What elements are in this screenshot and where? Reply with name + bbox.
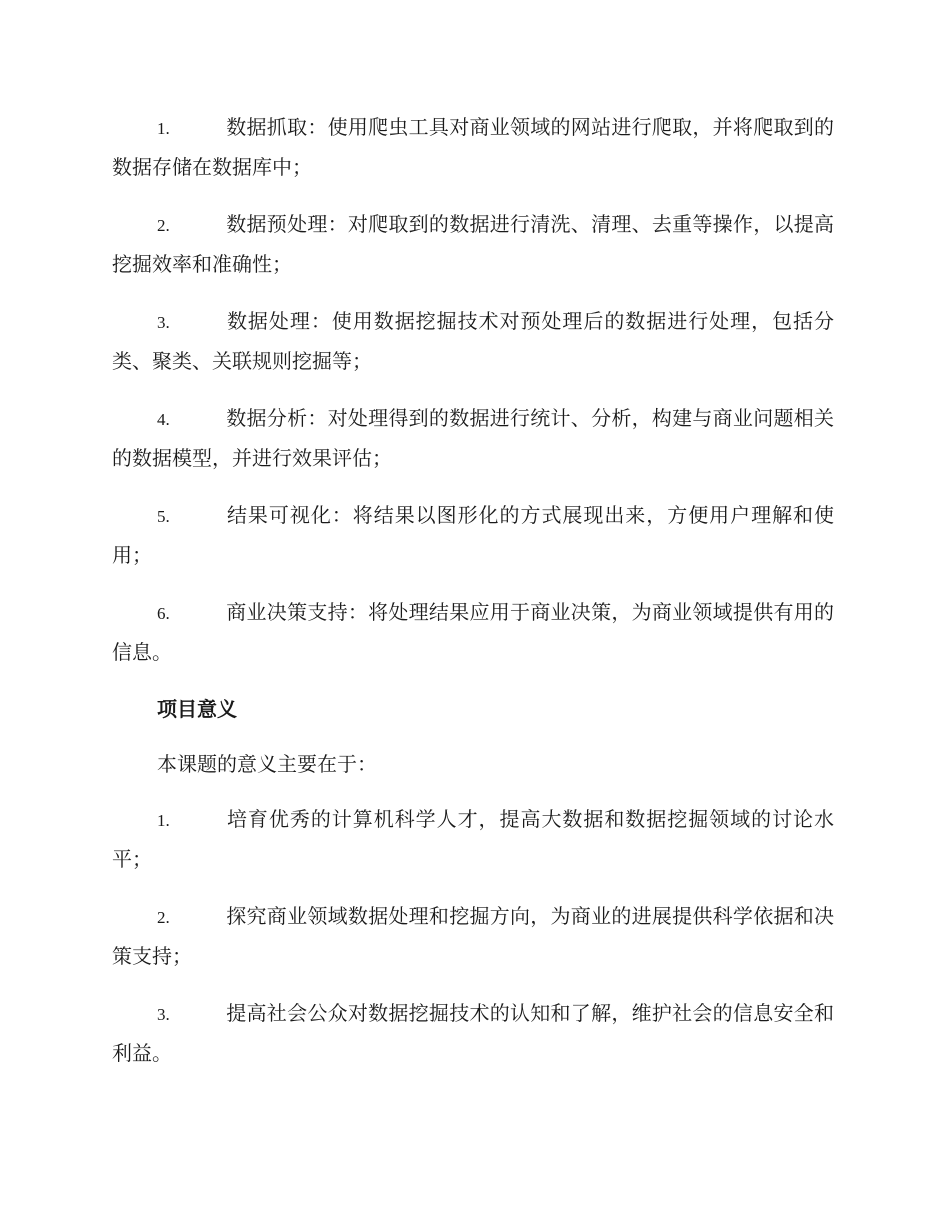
item-text: 探究商业领域数据处理和挖掘方向，为商业的进展提供科学依据和决策支持； — [112, 904, 834, 968]
item-number: 3. — [157, 1005, 170, 1024]
list-item — [112, 205, 834, 284]
list-item — [112, 897, 834, 976]
item-text: 数据抓取：使用爬虫工具对商业领域的网站进行爬取，并将爬取到的数据存储在数据库中； — [112, 115, 834, 179]
item-text: 数据分析：对处理得到的数据进行统计、分析，构建与商业问题相关的数据模型，并进行效果评估； — [112, 406, 834, 470]
item-number: 2. — [157, 216, 170, 235]
list-item — [112, 496, 834, 575]
list-item — [112, 108, 834, 187]
item-text: 提高社会公众对数据挖掘技术的认知和了解，维护社会的信息安全和利益。 — [112, 1001, 834, 1065]
item-text: 数据处理：使用数据挖掘技术对预处理后的数据进行处理，包括分类、聚类、关联规则挖掘等； — [112, 309, 834, 373]
item-number: 6. — [157, 604, 170, 623]
item-text: 结果可视化：将结果以图形化的方式展现出来，方便用户理解和使用； — [112, 503, 834, 567]
item-text: 数据预处理：对爬取到的数据进行清洗、清理、去重等操作，以提高挖掘效率和准确性； — [112, 212, 834, 276]
list-item — [112, 593, 834, 672]
list-item — [112, 800, 834, 879]
list-item — [112, 302, 834, 381]
item-number: 4. — [157, 410, 170, 429]
intro-paragraph: 本课题的意义主要在于： — [157, 752, 377, 776]
section-heading: 项目意义 — [157, 697, 237, 721]
item-number: 5. — [157, 507, 170, 526]
list-item — [112, 399, 834, 478]
item-number: 2. — [157, 908, 170, 927]
item-text: 培育优秀的计算机科学人才，提高大数据和数据挖掘领域的讨论水平； — [112, 807, 834, 871]
item-number: 1. — [157, 811, 170, 830]
list-item — [112, 994, 834, 1073]
item-number: 1. — [157, 119, 170, 138]
item-number: 3. — [157, 313, 170, 332]
item-text: 商业决策支持：将处理结果应用于商业决策，为商业领域提供有用的信息。 — [112, 600, 834, 664]
